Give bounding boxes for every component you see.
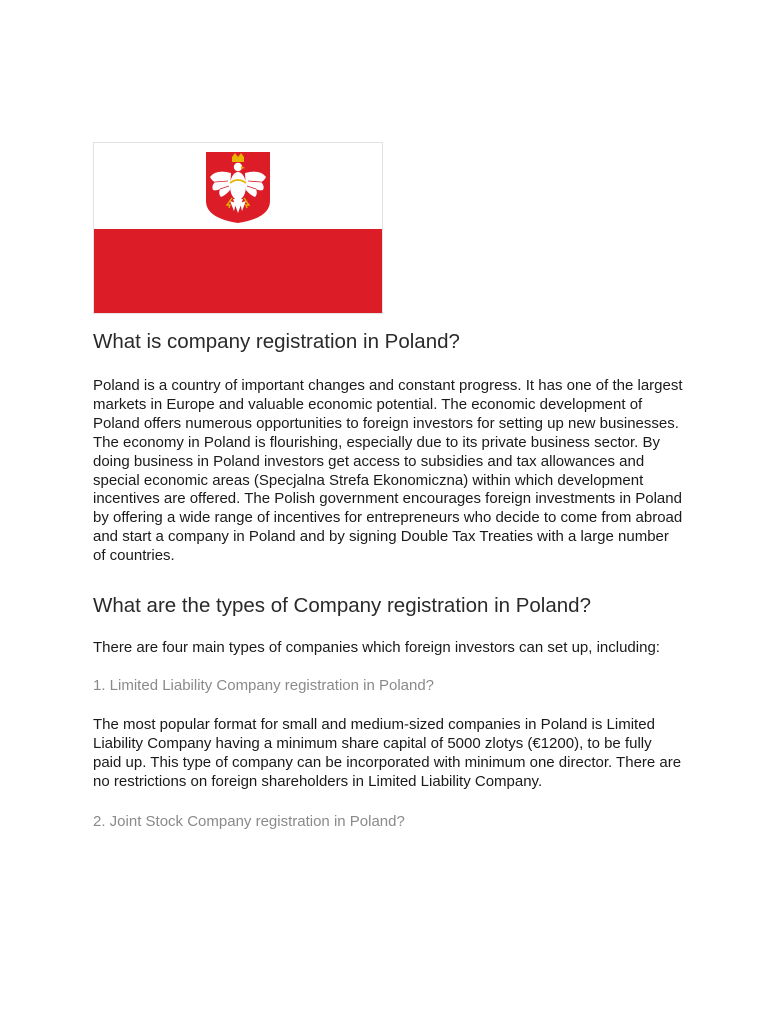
jsc-subheading: 2. Joint Stock Company registration in Poland?: [93, 812, 405, 830]
poland-flag-image: [93, 142, 383, 314]
llc-paragraph: The most popular format for small and medium-sized companies in Poland is Limited Liability Company having a minimum share capital of 5000 zlotys (€1200), to be fully paid up. This type of company can be incorporated with minimum one director. There are no restrictions on foreign shareholders in Limited Liability Company.: [93, 715, 682, 790]
white-eagle-coat-of-arms-icon: [206, 152, 270, 223]
types-paragraph: There are four main types of companies which foreign investors can set up, including:: [93, 639, 660, 657]
document-page: [93, 142, 683, 831]
llc-subheading: 1. Limited Liability Company registration in Poland?: [93, 676, 435, 694]
types-heading: What are the types of Company registration in Poland?: [93, 594, 591, 618]
what-is-paragraph: Poland is a country of important changes and constant progress. It has one of the largest markets in Europe and valuable economic potential. The economic development of Poland offers numerous opportunities to foreign investors for setting up new businesses. The economy in Poland is flourishing, especially due to its private business sector. By doing business in Poland investors get access to subsidies and tax allowances and special economic areas (Specjalna Strefa Ekonomiczna) within which development incentives are offered. The Polish government encourages foreign investments in Poland by offering a wide range of incentives for entrepreneurs who decide to come from abroad and start a company in Poland and by signing Double Tax Treaties with a large number of countries.: [93, 377, 683, 565]
what-is-heading: What is company registration in Poland?: [93, 330, 460, 353]
